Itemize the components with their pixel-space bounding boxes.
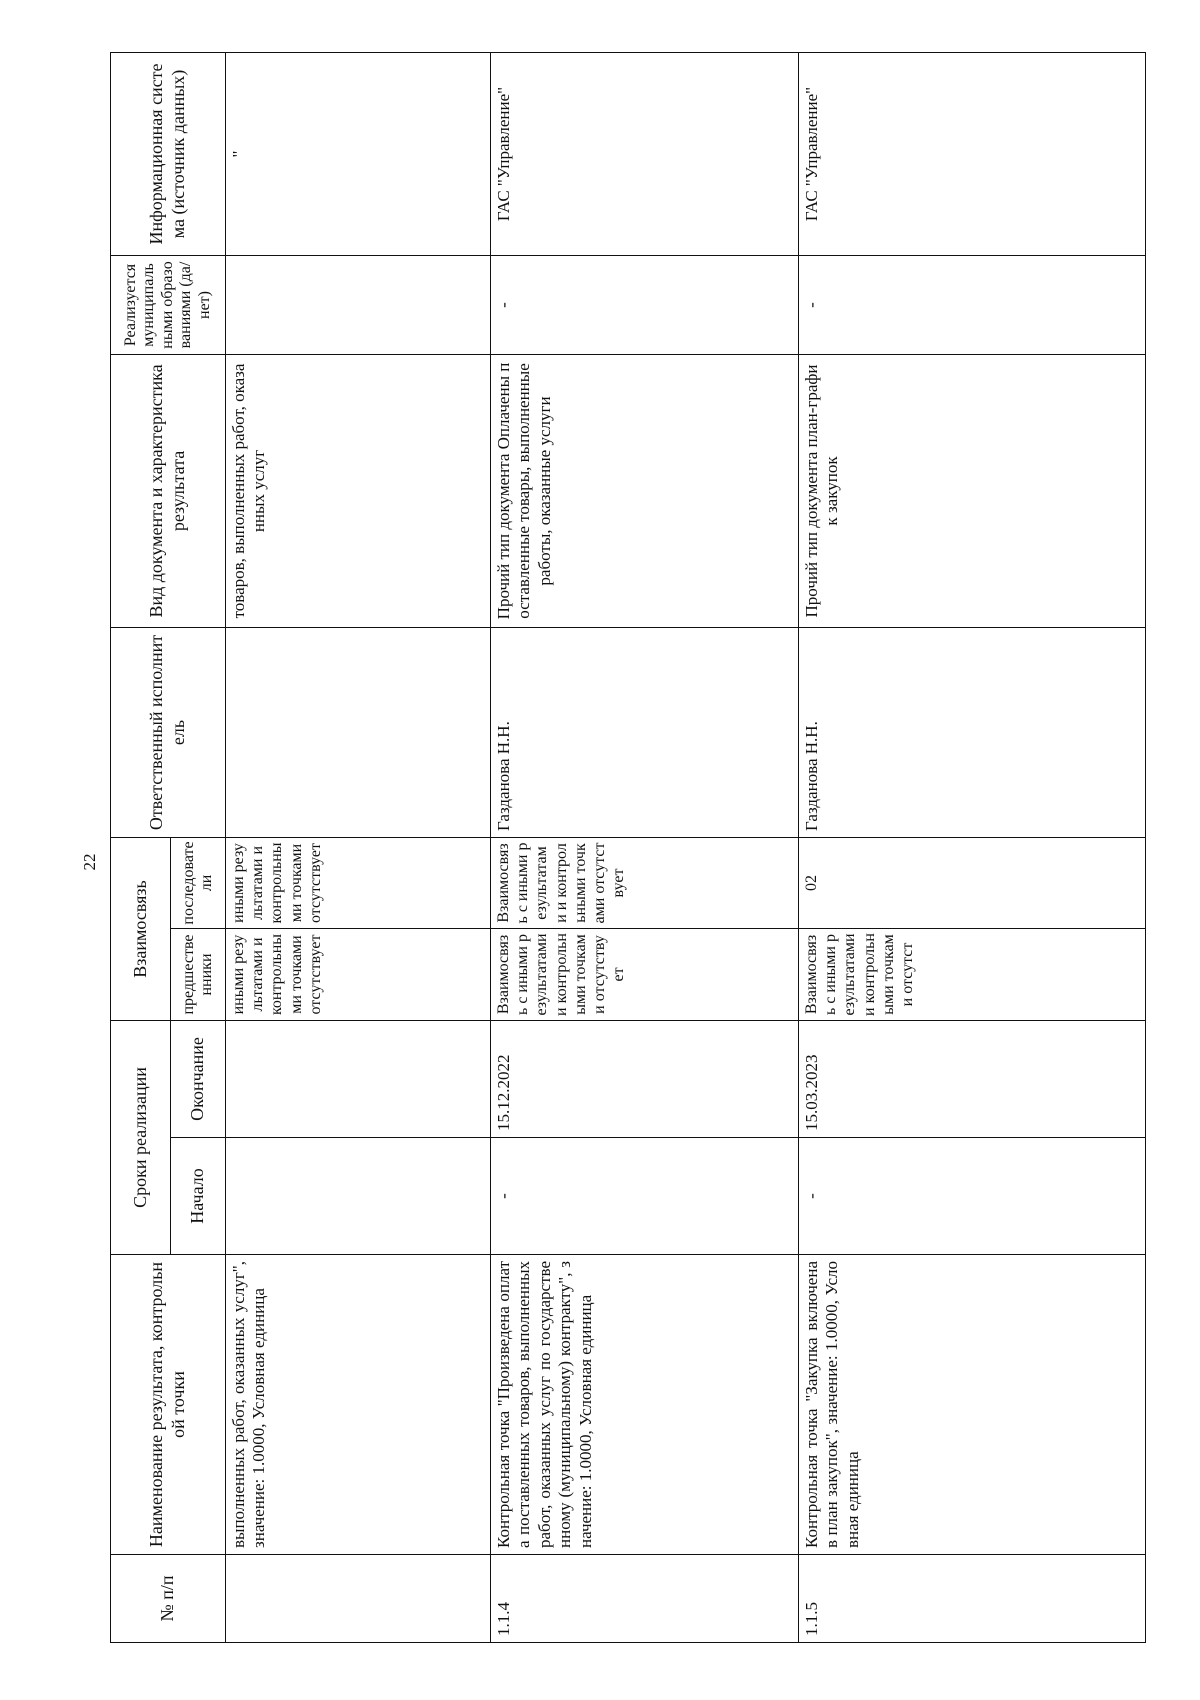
row-end xyxy=(226,1020,491,1137)
row-info: ГАС "Управление" xyxy=(491,52,799,255)
page-number: 22 xyxy=(80,853,99,871)
header-terms: Сроки реализации xyxy=(111,1020,171,1254)
header-end: Окончание xyxy=(171,1020,226,1137)
header-pred: предшественники xyxy=(171,928,226,1020)
row-start: - xyxy=(799,1138,1146,1255)
row-end: 15.12.2022 xyxy=(491,1020,799,1137)
row-pred: Взаимосвязь с иными результатами и контрольными точками отсутст xyxy=(799,928,1146,1020)
row-num: 1.1.4 xyxy=(491,1555,799,1643)
header-doc: Вид документа и характеристика результата xyxy=(111,354,226,627)
header-start: Начало xyxy=(171,1138,226,1255)
row-doc: Прочий тип документа план-график закупок xyxy=(799,354,1146,627)
row-resp xyxy=(226,627,491,837)
header-succ: последователи xyxy=(171,837,226,928)
row-end: 15.03.2023 xyxy=(799,1020,1146,1137)
row-succ: 02 xyxy=(799,837,1146,928)
row-pred: иными результатами и контрольными точками отсутствует xyxy=(226,928,491,1020)
row-name: Контрольная точка "Произведена оплата поставленных товаров, выполненных работ, оказанных услуг по государственному (муниципальному) контракту", значение: 1.0000, Условная единица xyxy=(491,1255,799,1555)
row-info: " xyxy=(226,52,491,255)
table-row xyxy=(491,52,799,1642)
rotated-table-wrapper xyxy=(110,53,1145,1643)
row-start xyxy=(226,1138,491,1255)
header-link: Взаимосвязь xyxy=(111,837,171,1020)
row-succ: иными результатами и контрольными точками отсутствует xyxy=(226,837,491,928)
header-resp: Ответственный исполнитель xyxy=(111,627,226,837)
table-row xyxy=(799,52,1146,1642)
row-name: выполненных работ, оказанных услуг", значение: 1.0000, Условная единица xyxy=(226,1255,491,1555)
row-pred: Взаимосвязь с иными результатами и контрольными точками отсутствует xyxy=(491,928,799,1020)
plan-table xyxy=(110,52,1146,1643)
header-name: Наименование результата, контрольной точки xyxy=(111,1255,226,1555)
row-info: ГАС "Управление" xyxy=(799,52,1146,255)
row-succ: Взаимосвязь с иными результатами и контрольными точками отсутствует xyxy=(491,837,799,928)
header-mun: Реализуется муниципальными образованиями (да/нет) xyxy=(111,255,226,354)
row-num: 1.1.5 xyxy=(799,1555,1146,1643)
header-info: Информационная система (источник данных) xyxy=(111,52,226,255)
row-resp: Газданова Н.Н. xyxy=(491,627,799,837)
table-row xyxy=(226,52,491,1642)
row-mun xyxy=(226,255,491,354)
header-num: № п/п xyxy=(111,1555,226,1643)
row-num xyxy=(226,1555,491,1643)
row-name: Контрольная точка "Закупка включена в план закупок", значение: 1.0000, Условная единица xyxy=(799,1255,1146,1555)
row-mun: - xyxy=(799,255,1146,354)
row-doc: товаров, выполненных работ, оказанных услуг xyxy=(226,354,491,627)
row-mun: - xyxy=(491,255,799,354)
row-resp: Газданова Н.Н. xyxy=(799,627,1146,837)
header-row-top xyxy=(111,52,171,1642)
row-doc: Прочий тип документа Оплачены поставленные товары, выполненные работы, оказанные услуги xyxy=(491,354,799,627)
row-start: - xyxy=(491,1138,799,1255)
